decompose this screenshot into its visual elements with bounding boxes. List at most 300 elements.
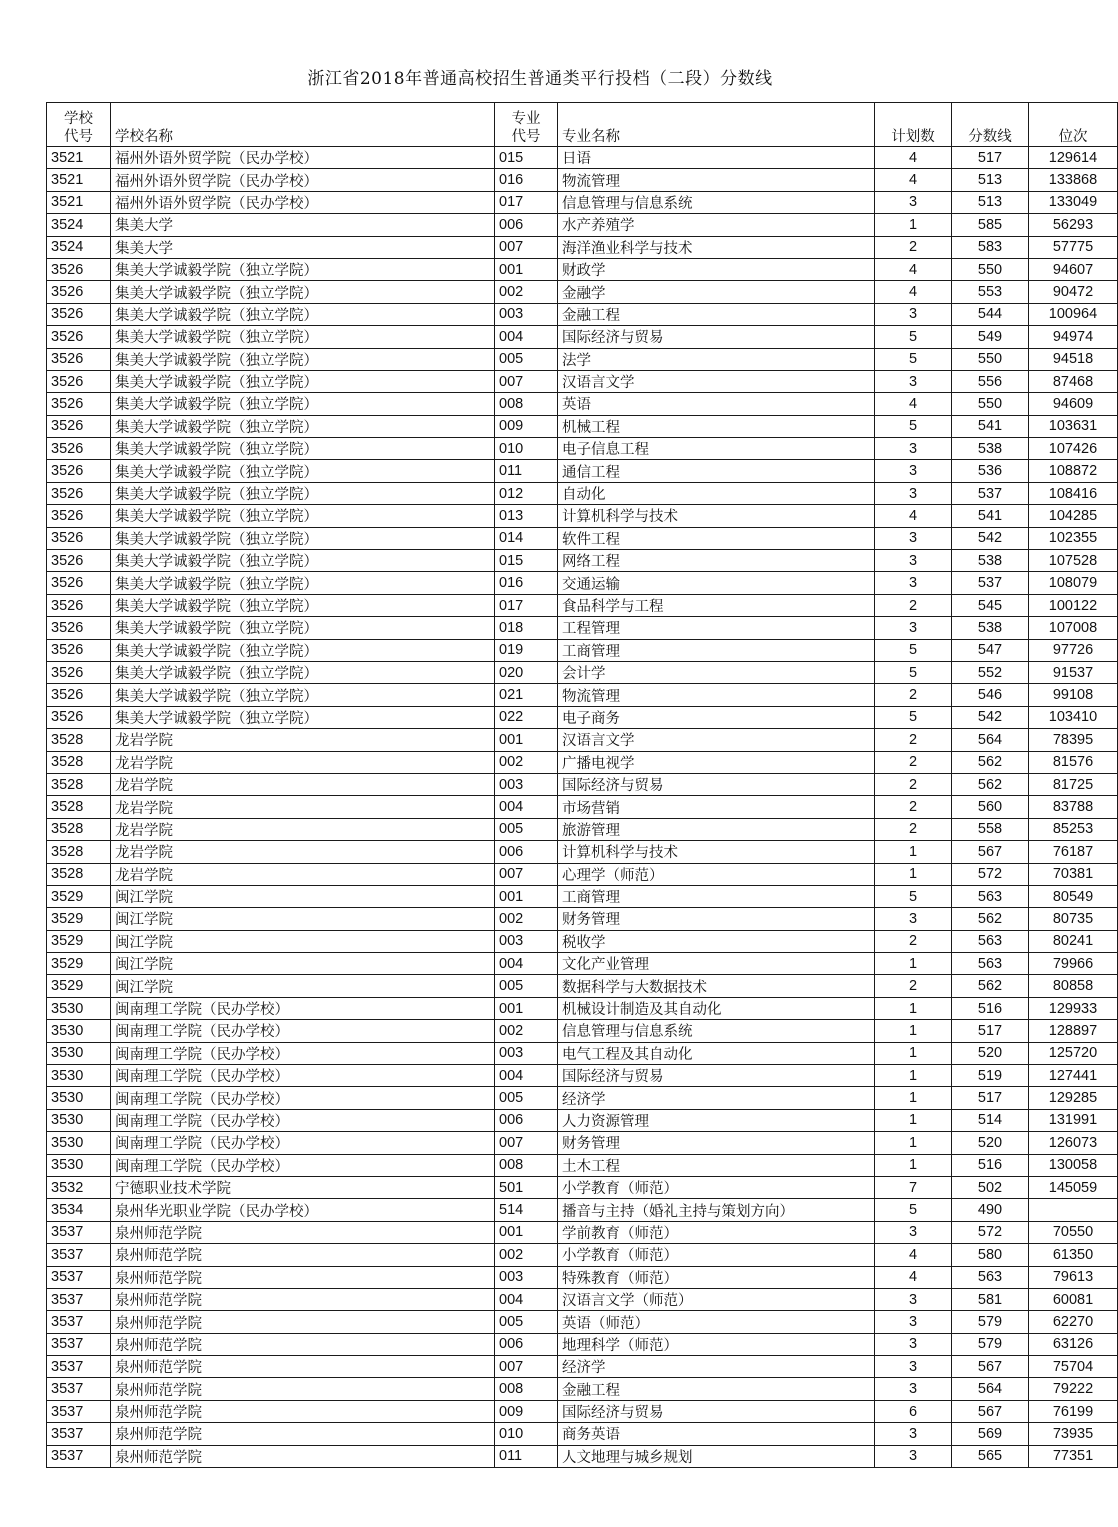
cell-plan: 3 (875, 550, 952, 572)
cell-school-code: 3526 (47, 661, 111, 683)
cell-score: 553 (952, 281, 1029, 303)
cell-plan: 3 (875, 191, 952, 213)
cell-rank: 129614 (1029, 147, 1118, 169)
cell-rank: 70381 (1029, 863, 1118, 885)
cell-school-name: 泉州师范学院 (111, 1333, 495, 1355)
cell-major-name: 特殊教育（师范） (558, 1266, 875, 1288)
cell-major-name: 播音与主持（婚礼主持与策划方向） (558, 1199, 875, 1221)
cell-major-name: 信息管理与信息系统 (558, 1020, 875, 1042)
cell-school-code: 3526 (47, 706, 111, 728)
cell-major-name: 广播电视学 (558, 751, 875, 773)
cell-plan: 3 (875, 482, 952, 504)
cell-plan: 1 (875, 863, 952, 885)
cell-major-code: 014 (495, 527, 558, 549)
cell-plan: 5 (875, 706, 952, 728)
cell-score: 583 (952, 236, 1029, 258)
cell-plan: 3 (875, 572, 952, 594)
cell-school-code: 3530 (47, 1042, 111, 1064)
cell-major-name: 金融工程 (558, 303, 875, 325)
cell-school-code: 3526 (47, 281, 111, 303)
cell-major-code: 004 (495, 326, 558, 348)
cell-rank: 108416 (1029, 482, 1118, 504)
cell-rank: 128897 (1029, 1020, 1118, 1042)
cell-plan: 4 (875, 505, 952, 527)
cell-score: 542 (952, 706, 1029, 728)
table-row (47, 684, 1118, 706)
cell-score: 538 (952, 617, 1029, 639)
cell-score: 550 (952, 258, 1029, 280)
cell-school-name: 泉州师范学院 (111, 1288, 495, 1310)
cell-major-name: 经济学 (558, 1356, 875, 1378)
cell-score: 569 (952, 1423, 1029, 1445)
cell-major-name: 经济学 (558, 1087, 875, 1109)
cell-major-code: 022 (495, 706, 558, 728)
cell-school-code: 3528 (47, 796, 111, 818)
table-row (47, 1333, 1118, 1355)
cell-score: 517 (952, 147, 1029, 169)
cell-major-code: 019 (495, 639, 558, 661)
cell-school-name: 泉州师范学院 (111, 1266, 495, 1288)
cell-rank: 94607 (1029, 258, 1118, 280)
cell-score: 538 (952, 438, 1029, 460)
cell-school-code: 3526 (47, 639, 111, 661)
cell-plan: 4 (875, 281, 952, 303)
cell-plan: 4 (875, 169, 952, 191)
cell-plan: 1 (875, 953, 952, 975)
cell-plan: 5 (875, 885, 952, 907)
cell-school-name: 闽南理工学院（民办学校） (111, 1109, 495, 1131)
cell-major-code: 007 (495, 863, 558, 885)
cell-plan: 3 (875, 370, 952, 392)
cell-score: 581 (952, 1288, 1029, 1310)
cell-school-code: 3530 (47, 1087, 111, 1109)
cell-school-name: 龙岩学院 (111, 729, 495, 751)
table-row (47, 1445, 1118, 1467)
cell-score: 563 (952, 953, 1029, 975)
cell-rank: 76199 (1029, 1400, 1118, 1422)
cell-rank: 62270 (1029, 1311, 1118, 1333)
cell-rank: 125720 (1029, 1042, 1118, 1064)
cell-score: 579 (952, 1311, 1029, 1333)
cell-score: 513 (952, 191, 1029, 213)
table-row (47, 661, 1118, 683)
cell-score: 516 (952, 997, 1029, 1019)
cell-school-name: 集美大学诚毅学院（独立学院） (111, 594, 495, 616)
table-row (47, 1266, 1118, 1288)
cell-score: 490 (952, 1199, 1029, 1221)
cell-school-code: 3526 (47, 505, 111, 527)
score-table (46, 102, 1118, 1468)
cell-major-name: 自动化 (558, 482, 875, 504)
cell-major-name: 会计学 (558, 661, 875, 683)
cell-score: 564 (952, 1378, 1029, 1400)
cell-school-name: 龙岩学院 (111, 773, 495, 795)
cell-major-name: 财务管理 (558, 1132, 875, 1154)
cell-major-name: 汉语言文学 (558, 729, 875, 751)
cell-school-name: 集美大学诚毅学院（独立学院） (111, 527, 495, 549)
header-school-code-line2: 代号 (64, 129, 93, 145)
cell-school-code: 3528 (47, 773, 111, 795)
cell-score: 537 (952, 482, 1029, 504)
cell-school-name: 宁德职业技术学院 (111, 1176, 495, 1198)
cell-major-code: 006 (495, 1109, 558, 1131)
cell-score: 541 (952, 415, 1029, 437)
cell-plan: 7 (875, 1176, 952, 1198)
table-row (47, 796, 1118, 818)
cell-school-code: 3534 (47, 1199, 111, 1221)
cell-school-name: 闽江学院 (111, 908, 495, 930)
cell-major-name: 工程管理 (558, 617, 875, 639)
cell-school-name: 福州外语外贸学院（民办学校） (111, 191, 495, 213)
cell-school-code: 3526 (47, 348, 111, 370)
cell-school-name: 闽南理工学院（民办学校） (111, 997, 495, 1019)
cell-score: 550 (952, 393, 1029, 415)
cell-school-name: 集美大学诚毅学院（独立学院） (111, 706, 495, 728)
cell-major-name: 国际经济与贸易 (558, 1400, 875, 1422)
cell-major-code: 009 (495, 1400, 558, 1422)
cell-school-code: 3530 (47, 1132, 111, 1154)
cell-score: 517 (952, 1020, 1029, 1042)
cell-school-name: 集美大学诚毅学院（独立学院） (111, 281, 495, 303)
cell-score: 567 (952, 841, 1029, 863)
cell-major-code: 005 (495, 818, 558, 840)
cell-major-code: 005 (495, 1311, 558, 1333)
cell-plan: 2 (875, 594, 952, 616)
cell-major-code: 002 (495, 751, 558, 773)
cell-rank: 94974 (1029, 326, 1118, 348)
cell-score: 579 (952, 1333, 1029, 1355)
cell-major-name: 旅游管理 (558, 818, 875, 840)
cell-major-code: 013 (495, 505, 558, 527)
cell-major-code: 007 (495, 1356, 558, 1378)
cell-plan: 5 (875, 639, 952, 661)
cell-school-code: 3532 (47, 1176, 111, 1198)
cell-school-name: 集美大学诚毅学院（独立学院） (111, 258, 495, 280)
cell-rank: 126073 (1029, 1132, 1118, 1154)
table-row (47, 975, 1118, 997)
cell-major-name: 地理科学（师范） (558, 1333, 875, 1355)
header-school-code-line1: 学校 (64, 111, 93, 127)
cell-major-name: 通信工程 (558, 460, 875, 482)
cell-rank: 102355 (1029, 527, 1118, 549)
cell-rank: 108872 (1029, 460, 1118, 482)
cell-school-code: 3530 (47, 997, 111, 1019)
cell-rank: 70550 (1029, 1221, 1118, 1243)
cell-plan: 1 (875, 841, 952, 863)
cell-school-name: 泉州师范学院 (111, 1221, 495, 1243)
cell-school-name: 集美大学诚毅学院（独立学院） (111, 684, 495, 706)
cell-rank: 129285 (1029, 1087, 1118, 1109)
cell-rank: 77351 (1029, 1445, 1118, 1467)
cell-major-code: 004 (495, 796, 558, 818)
cell-school-name: 泉州师范学院 (111, 1356, 495, 1378)
cell-rank: 85253 (1029, 818, 1118, 840)
cell-rank: 133868 (1029, 169, 1118, 191)
cell-major-name: 水产养殖学 (558, 214, 875, 236)
table-header-row (47, 103, 1118, 147)
header-score: 分数线 (952, 103, 1029, 147)
cell-score: 545 (952, 594, 1029, 616)
cell-major-name: 国际经济与贸易 (558, 1065, 875, 1087)
table-row (47, 1311, 1118, 1333)
cell-major-name: 商务英语 (558, 1423, 875, 1445)
table-row (47, 930, 1118, 952)
cell-major-name: 英语（师范） (558, 1311, 875, 1333)
cell-school-name: 闽江学院 (111, 885, 495, 907)
table-body (47, 147, 1118, 1468)
cell-major-code: 010 (495, 1423, 558, 1445)
cell-score: 552 (952, 661, 1029, 683)
cell-school-code: 3526 (47, 326, 111, 348)
cell-school-code: 3530 (47, 1065, 111, 1087)
cell-rank: 103631 (1029, 415, 1118, 437)
cell-major-name: 人力资源管理 (558, 1109, 875, 1131)
header-major-code-line1: 专业 (511, 111, 541, 127)
cell-rank: 61350 (1029, 1244, 1118, 1266)
cell-school-code: 3529 (47, 953, 111, 975)
cell-major-name: 日语 (558, 147, 875, 169)
cell-major-code: 002 (495, 1244, 558, 1266)
cell-school-name: 龙岩学院 (111, 818, 495, 840)
cell-score: 565 (952, 1445, 1029, 1467)
cell-major-code: 003 (495, 773, 558, 795)
table-row (47, 527, 1118, 549)
cell-major-code: 004 (495, 1288, 558, 1310)
cell-plan: 3 (875, 1445, 952, 1467)
table-row (47, 236, 1118, 258)
header-major-name: 专业名称 (558, 103, 875, 147)
table-row (47, 482, 1118, 504)
cell-rank: 76187 (1029, 841, 1118, 863)
cell-school-code: 3526 (47, 303, 111, 325)
cell-score: 567 (952, 1356, 1029, 1378)
cell-major-name: 金融学 (558, 281, 875, 303)
cell-plan: 3 (875, 1378, 952, 1400)
cell-major-code: 015 (495, 147, 558, 169)
cell-score: 513 (952, 169, 1029, 191)
cell-major-name: 计算机科学与技术 (558, 841, 875, 863)
cell-major-code: 016 (495, 169, 558, 191)
table-row (47, 505, 1118, 527)
cell-major-name: 电气工程及其自动化 (558, 1042, 875, 1064)
cell-school-code: 3526 (47, 527, 111, 549)
cell-score: 562 (952, 908, 1029, 930)
cell-school-name: 闽南理工学院（民办学校） (111, 1065, 495, 1087)
cell-major-name: 物流管理 (558, 169, 875, 191)
cell-major-code: 001 (495, 997, 558, 1019)
cell-rank: 145059 (1029, 1176, 1118, 1198)
cell-major-code: 008 (495, 1154, 558, 1176)
cell-major-code: 003 (495, 930, 558, 952)
table-row (47, 1423, 1118, 1445)
cell-plan: 3 (875, 1311, 952, 1333)
cell-school-name: 闽南理工学院（民办学校） (111, 1020, 495, 1042)
cell-rank: 103410 (1029, 706, 1118, 728)
cell-major-name: 英语 (558, 393, 875, 415)
cell-score: 547 (952, 639, 1029, 661)
cell-major-name: 小学教育（师范） (558, 1176, 875, 1198)
table-row (47, 773, 1118, 795)
cell-rank: 83788 (1029, 796, 1118, 818)
cell-plan: 3 (875, 1288, 952, 1310)
cell-score: 538 (952, 550, 1029, 572)
cell-rank: 80549 (1029, 885, 1118, 907)
cell-plan: 1 (875, 214, 952, 236)
table-row (47, 1356, 1118, 1378)
table-row (47, 706, 1118, 728)
cell-school-code: 3528 (47, 729, 111, 751)
cell-rank: 79613 (1029, 1266, 1118, 1288)
cell-major-name: 电子商务 (558, 706, 875, 728)
cell-major-name: 海洋渔业科学与技术 (558, 236, 875, 258)
cell-plan: 1 (875, 1132, 952, 1154)
cell-school-name: 龙岩学院 (111, 796, 495, 818)
cell-rank: 79222 (1029, 1378, 1118, 1400)
cell-school-name: 集美大学诚毅学院（独立学院） (111, 393, 495, 415)
cell-major-code: 501 (495, 1176, 558, 1198)
table-row (47, 997, 1118, 1019)
cell-score: 563 (952, 1266, 1029, 1288)
cell-major-name: 财政学 (558, 258, 875, 280)
cell-major-name: 网络工程 (558, 550, 875, 572)
cell-plan: 4 (875, 1244, 952, 1266)
cell-school-code: 3537 (47, 1266, 111, 1288)
cell-score: 562 (952, 773, 1029, 795)
cell-major-code: 007 (495, 1132, 558, 1154)
cell-school-name: 集美大学诚毅学院（独立学院） (111, 550, 495, 572)
cell-plan: 5 (875, 326, 952, 348)
cell-school-code: 3526 (47, 617, 111, 639)
table-row (47, 594, 1118, 616)
cell-score: 585 (952, 214, 1029, 236)
cell-rank: 104285 (1029, 505, 1118, 527)
cell-major-code: 016 (495, 572, 558, 594)
cell-score: 520 (952, 1132, 1029, 1154)
cell-school-name: 泉州师范学院 (111, 1400, 495, 1422)
cell-rank: 99108 (1029, 684, 1118, 706)
cell-major-code: 002 (495, 1020, 558, 1042)
cell-school-code: 3537 (47, 1221, 111, 1243)
cell-school-code: 3529 (47, 930, 111, 952)
table-row (47, 147, 1118, 169)
cell-major-name: 法学 (558, 348, 875, 370)
cell-rank: 107426 (1029, 438, 1118, 460)
table-row (47, 729, 1118, 751)
cell-school-name: 泉州师范学院 (111, 1244, 495, 1266)
table-row (47, 617, 1118, 639)
cell-school-code: 3526 (47, 594, 111, 616)
cell-rank: 130058 (1029, 1154, 1118, 1176)
cell-school-name: 集美大学诚毅学院（独立学院） (111, 505, 495, 527)
cell-rank: 81725 (1029, 773, 1118, 795)
table-row (47, 550, 1118, 572)
cell-score: 562 (952, 975, 1029, 997)
cell-major-name: 计算机科学与技术 (558, 505, 875, 527)
cell-school-code: 3526 (47, 550, 111, 572)
cell-plan: 2 (875, 818, 952, 840)
cell-score: 546 (952, 684, 1029, 706)
cell-rank: 78395 (1029, 729, 1118, 751)
cell-major-code: 010 (495, 438, 558, 460)
cell-major-code: 003 (495, 1266, 558, 1288)
cell-school-name: 闽江学院 (111, 930, 495, 952)
cell-school-name: 闽江学院 (111, 975, 495, 997)
cell-score: 519 (952, 1065, 1029, 1087)
cell-plan: 3 (875, 1356, 952, 1378)
cell-rank: 97726 (1029, 639, 1118, 661)
cell-major-code: 008 (495, 1378, 558, 1400)
cell-plan: 4 (875, 147, 952, 169)
table-row (47, 214, 1118, 236)
table-row (47, 953, 1118, 975)
cell-school-code: 3530 (47, 1154, 111, 1176)
cell-score: 502 (952, 1176, 1029, 1198)
cell-school-code: 3528 (47, 841, 111, 863)
table-row (47, 908, 1118, 930)
cell-plan: 3 (875, 1333, 952, 1355)
cell-major-name: 心理学（师范） (558, 863, 875, 885)
cell-major-name: 国际经济与贸易 (558, 326, 875, 348)
cell-school-code: 3537 (47, 1311, 111, 1333)
cell-school-name: 泉州师范学院 (111, 1311, 495, 1333)
cell-rank: 81576 (1029, 751, 1118, 773)
header-major-code-line2: 代号 (511, 129, 541, 145)
table-row (47, 393, 1118, 415)
cell-major-name: 小学教育（师范） (558, 1244, 875, 1266)
table-row (47, 258, 1118, 280)
cell-school-code: 3521 (47, 191, 111, 213)
cell-plan: 2 (875, 975, 952, 997)
table-row (47, 863, 1118, 885)
cell-school-name: 集美大学诚毅学院（独立学院） (111, 415, 495, 437)
cell-plan: 3 (875, 438, 952, 460)
cell-plan: 6 (875, 1400, 952, 1422)
cell-school-code: 3537 (47, 1333, 111, 1355)
cell-school-name: 泉州师范学院 (111, 1423, 495, 1445)
cell-rank: 87468 (1029, 370, 1118, 392)
cell-rank: 75704 (1029, 1356, 1118, 1378)
cell-school-code: 3524 (47, 214, 111, 236)
table-row (47, 370, 1118, 392)
cell-school-name: 集美大学 (111, 214, 495, 236)
cell-major-code: 015 (495, 550, 558, 572)
cell-school-name: 集美大学诚毅学院（独立学院） (111, 438, 495, 460)
cell-school-name: 集美大学诚毅学院（独立学院） (111, 303, 495, 325)
cell-school-name: 集美大学诚毅学院（独立学院） (111, 482, 495, 504)
cell-plan: 1 (875, 1154, 952, 1176)
cell-score: 567 (952, 1400, 1029, 1422)
cell-major-code: 017 (495, 191, 558, 213)
cell-plan: 2 (875, 236, 952, 258)
cell-score: 520 (952, 1042, 1029, 1064)
cell-major-code: 001 (495, 885, 558, 907)
cell-major-code: 021 (495, 684, 558, 706)
cell-school-name: 集美大学诚毅学院（独立学院） (111, 460, 495, 482)
cell-school-code: 3524 (47, 236, 111, 258)
cell-school-name: 集美大学诚毅学院（独立学院） (111, 572, 495, 594)
cell-school-code: 3537 (47, 1400, 111, 1422)
cell-score: 514 (952, 1109, 1029, 1131)
cell-major-name: 土木工程 (558, 1154, 875, 1176)
cell-score: 556 (952, 370, 1029, 392)
cell-major-code: 003 (495, 1042, 558, 1064)
cell-major-code: 012 (495, 482, 558, 504)
header-school-code (47, 103, 111, 147)
cell-plan: 3 (875, 908, 952, 930)
cell-rank: 100122 (1029, 594, 1118, 616)
cell-score: 564 (952, 729, 1029, 751)
cell-score: 572 (952, 863, 1029, 885)
